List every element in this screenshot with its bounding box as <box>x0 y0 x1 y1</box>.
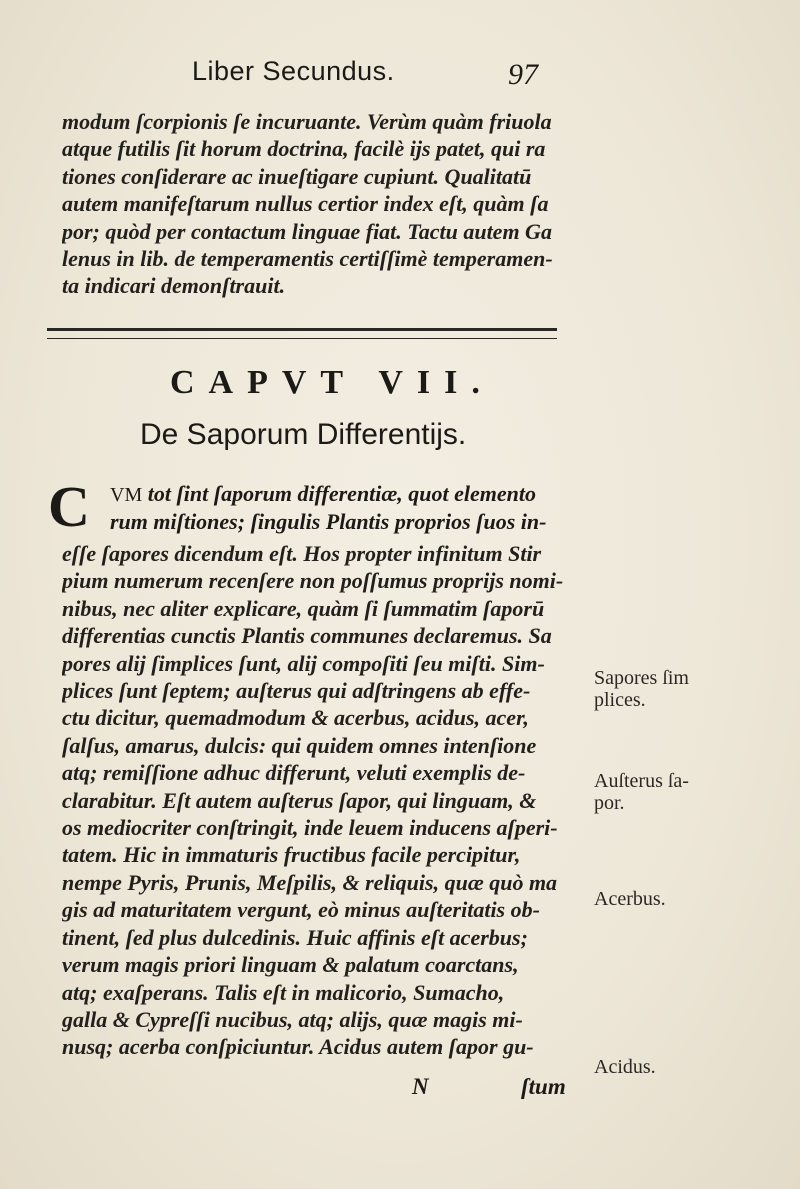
first-line-caps: VM <box>110 484 143 506</box>
text-line: pores alij ſimplices ſunt, alij compoſiti ſeu miſti. Sim- <box>62 650 545 676</box>
text-line: nempe Pyris, Prunis, Meſpilis, & reliquis, quæ quò ma <box>62 869 558 895</box>
text-line: ta indicari demonſtrauit. <box>62 273 286 299</box>
text-line: nusq; acerba conſpiciuntur. Acidus autem ſapor gu- <box>62 1034 534 1060</box>
text-line: plices ſunt ſeptem; auſterus qui adſtringens ab effe- <box>62 678 531 704</box>
text-line: os mediocriter conſtringit, inde leuem inducens aſperi- <box>62 815 558 841</box>
text-line: autem manifeſtarum nullus certior index eſt, quàm ſa <box>62 191 549 217</box>
text-line: pium numerum recenſere non poſſumus proprijs nomi- <box>62 568 564 594</box>
chapter-heading: CAPVT VII. <box>170 364 494 401</box>
text-line: atq; exaſperans. Talis eſt in malicorio, Sumacho, <box>62 979 505 1005</box>
first-line-rest: tot ſint ſaporum differentiæ, quot elemento <box>142 481 536 506</box>
text-line: atq; remiſſione adhuc differunt, veluti exemplis de- <box>62 760 526 786</box>
signature-mark: N <box>412 1074 429 1099</box>
text-line: clarabitur. Eſt autem auſterus ſapor, qui linguam, & <box>62 787 537 813</box>
marginal-note: Sapores ſim plices. <box>594 667 689 711</box>
running-head: Liber Secundus. <box>192 56 395 86</box>
text-line: modum ſcorpionis ſe incuruante. Verùm quàm friuola <box>62 109 552 134</box>
text-line: verum magis priori linguam & palatum coarctans, <box>62 952 519 978</box>
marginal-note: Auſterus ſa- por. <box>594 770 689 814</box>
text-line: tatem. Hic in immaturis fructibus facile percipitur, <box>62 842 521 868</box>
text-line: galla & Cypreſſi nucibus, atq; alijs, quæ magis mi- <box>62 1006 523 1032</box>
text-line: por; quòd per contactum linguae fiat. Tactu autem Ga <box>62 218 552 244</box>
text-line: gis ad maturitatem vergunt, eò minus auſteritatis ob- <box>62 897 540 923</box>
text-line: ſalſus, amarus, dulcis: qui quidem omnes intenſione <box>62 732 537 758</box>
text-line: differentias cunctis Plantis communes declaremus. Sa <box>62 623 552 649</box>
page-number: 97 <box>508 58 538 91</box>
text-line: eſſe ſapores dicendum eſt. Hos propter infinitum Stir <box>62 541 542 566</box>
main-paragraph <box>62 540 572 1061</box>
divider-rule-thin <box>47 338 557 339</box>
text-line: ctu dicitur, quemadmodum & acerbus, acidus, acer, <box>62 705 529 731</box>
drop-cap: C <box>48 474 90 539</box>
chapter-title: De Saporum Differentijs. <box>140 418 467 451</box>
divider-rule-thick <box>47 328 557 331</box>
catchword: ſtum <box>521 1074 566 1099</box>
top-paragraph <box>62 108 572 300</box>
text-line: atque futilis ſit horum doctrina, facilè ijs patet, qui ra <box>62 136 546 162</box>
text-line: lenus in lib. de temperamentis certiſſimè temperamen- <box>62 246 553 272</box>
marginal-note: Acerbus. <box>594 888 666 910</box>
first-line <box>110 481 570 507</box>
text-line: tiones conſiderare ac inueſtigare cupiunt. Qualitatū <box>62 163 532 189</box>
second-line: rum miſtiones; ſingulis Plantis proprios ſuos in- <box>110 509 547 534</box>
text-line: nibus, nec aliter explicare, quàm ſi ſummatim ſaporū <box>62 595 545 621</box>
marginal-note: Acidus. <box>594 1056 656 1078</box>
text-line: tinent, ſed plus dulcedinis. Huic affinis eſt acerbus; <box>62 924 528 950</box>
